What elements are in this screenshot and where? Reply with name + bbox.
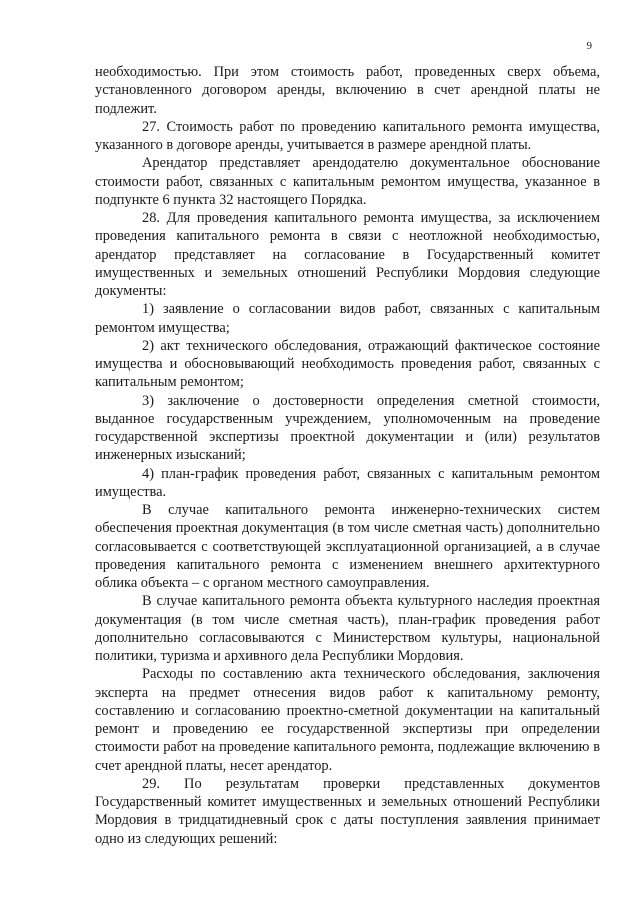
paragraph-cultural-heritage: В случае капитального ремонта объекта культурного наследия проектная документация (в том числе сметная часть), план-график проведения работ дополнительно согласовываются с Министерством культуры, национальной политики, туризма и архивного дела Республики Мордовия. [95,593,600,664]
paragraph-continuation: необходимостью. При этом стоимость работ, проведенных сверх объема, установленного договором аренды, включению в счет арендной платы не подлежит. [95,64,600,117]
paragraph-engineering-systems: В случае капитального ремонта инженерно-технических систем обеспечения проектная документация (в том числе сметная часть) дополнительно согласовывается с соответствующей эксплуатационной организацией, а в случае проведения капитального ремонта с изменением внешнего архитектурного облика объекта – с органом местного самоуправления. [95,502,600,591]
paragraph-item-28: 28. Для проведения капитального ремонта имущества, за исключением проведения капитального ремонта в связи с неотложной необходимостью, арендатор представляет на согласование в Государственный комитет имущественных и земельных отношений Республики Мордовия следующие документы: [95,210,600,299]
document-body [95,63,600,848]
list-item-4: 4) план-график проведения работ, связанных с капитальным ремонтом имущества. [95,465,600,500]
paragraph-item-27: 27. Стоимость работ по проведению капитального ремонта имущества, указанного в договоре аренды, учитывается в размере арендной платы. [95,118,600,153]
paragraph-lessee-justification: Арендатор представляет арендодателю документальное обоснование стоимости работ, связанных с капитальным ремонтом имущества, указанное в подпункте 6 пункта 32 настоящего Порядка. [95,155,600,208]
page-number: 9 [586,40,592,52]
paragraph-item-29: 29. По результатам проверки представленных документов Государственный комитет имущественных и земельных отношений Республики Мордовия в тридцатидневный срок с даты поступления заявления принимает одно из следующих решений: [95,775,600,847]
paragraph-expenses: Расходы по составлению акта технического обследования, заключения эксперта на предмет отнесения видов работ к капитальному ремонту, составлению и согласованию проектно-сметной документации на капитальный ремонт и проведению ее государственной экспертизы при определении стоимости работ на проведение капитального ремонта, подлежащие включению в счет арендной платы, несет арендатор. [95,666,600,774]
list-item-1: 1) заявление о согласовании видов работ, связанных с капитальным ремонтом имущества; [95,301,600,336]
list-item-2: 2) акт технического обследования, отражающий фактическое состояние имущества и обосновывающий необходимость проведения работ, связанных с капитальным ремонтом; [95,337,600,391]
list-item-3: 3) заключение о достоверности определения сметной стоимости, выданное государственным учреждением, уполномоченным на проведение государственной экспертизы проектной документации и (или) результатов инженерных изысканий; [95,392,600,464]
